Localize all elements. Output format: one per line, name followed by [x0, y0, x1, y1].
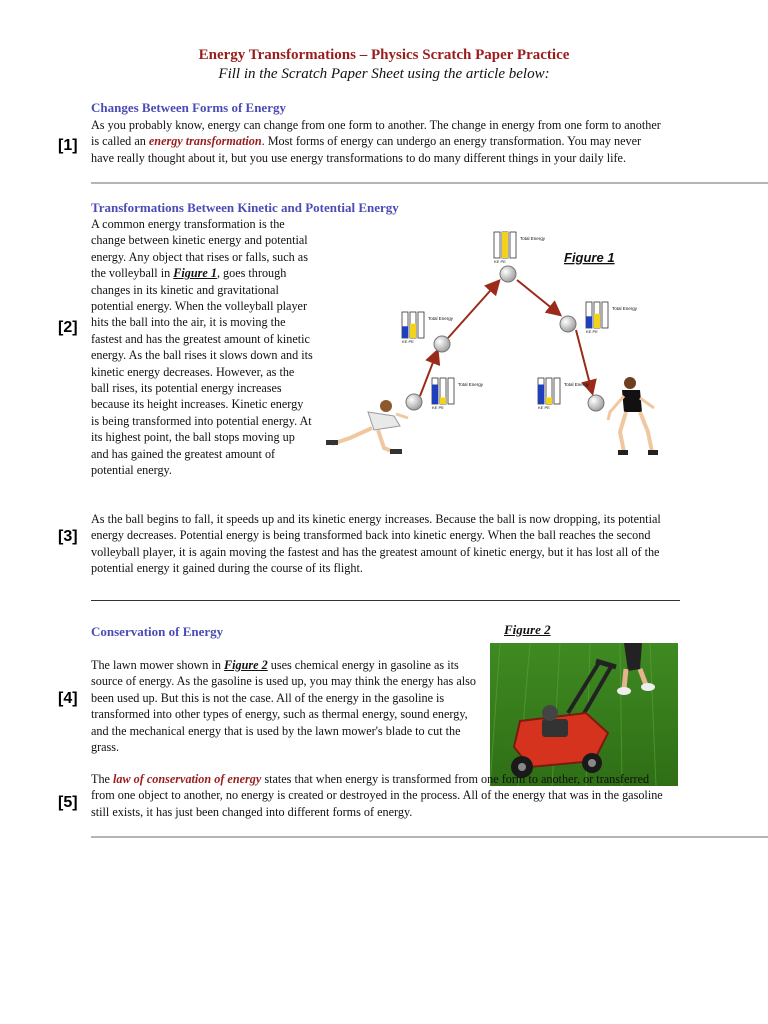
ke-bar-frame — [494, 232, 500, 258]
page-title: Energy Transformations – Physics Scratch Paper Practice — [198, 47, 570, 63]
ke-bar — [432, 385, 438, 405]
ke-pe-label: KE PE — [494, 259, 506, 264]
volleyball-icon — [406, 394, 422, 410]
pe-bar — [546, 398, 552, 405]
paragraph-3: As the ball begins to fall, it speeds up and its kinetic energy increases. Because the ball is now dropping, its potential energy decreases. Potential energy is being transformed back into kinetic energy. When the ball reaches the second volleyball player, it is again moving the fastest and has the greatest amount of kinetic energy, but it has lost all of the potential energy it gained during the course of its flight. — [91, 512, 661, 576]
total-energy-label: Total Energy — [520, 236, 546, 241]
pe-bar — [502, 232, 508, 258]
pe-bar — [594, 314, 600, 328]
figure-1-volleyball-diagram — [324, 226, 678, 458]
figure-2-lawn-mower-image — [490, 643, 678, 786]
section-heading-kinetic-potential: Transformations Between Kinetic and Potential Energy — [91, 200, 399, 215]
paragraph-5: The law of conservation of energy states that when energy is transformed from one form to another, or transferred from one object to another, no energy is created or destroyed in the process. All of the energy that was in the gasoline still exists, it has just been changed into different forms of energy. — [91, 772, 663, 819]
total-bar-frame — [510, 232, 516, 258]
total-energy-label: Total Energy — [458, 382, 484, 387]
section-heading-forms-of-energy: Changes Between Forms of Energy — [91, 100, 286, 115]
divider — [91, 182, 768, 184]
volleyball-icon — [560, 316, 576, 332]
paragraph-1: As you probably know, energy can change from one form to another. The change in energy from one form to another is called an energy transformation. Most forms of energy can undergo an energy transformation. You may never have really thought about it, but you use energy transformations to do many different things in your daily life. — [91, 118, 661, 165]
volleyball-icon — [434, 336, 450, 352]
paragraph-4: The lawn mower shown in Figure 2 uses chemical energy in gasoline as its source of energy. As the gasoline is used up, you may think the energy has also been used up. But this is not the case. All of the energy in the gasoline is transformed into other types of energy, such as thermal energy, sound energy, and the mechanical energy that is used by the lawn mower's blade to cut the grass. — [91, 658, 476, 755]
ke-bar — [402, 326, 408, 338]
total-bar-frame — [554, 378, 560, 404]
section-heading-conservation: Conservation of Energy — [91, 624, 224, 639]
ke-pe-label: KE PE — [432, 405, 444, 410]
ke-pe-label: KE PE — [402, 339, 414, 344]
pe-bar — [440, 398, 446, 405]
divider — [91, 836, 768, 838]
figure-2-reference: Figure 2 — [224, 658, 268, 672]
marker-4: [4] — [58, 690, 78, 707]
marker-1: [1] — [58, 137, 78, 154]
ke-bar — [538, 385, 544, 405]
page-subtitle: Fill in the Scratch Paper Sheet using the article below: — [218, 66, 550, 82]
ke-bar — [586, 316, 592, 328]
total-bar-frame — [418, 312, 424, 338]
total-energy-label: Total Energy — [428, 316, 454, 321]
volleyball-icon — [500, 266, 516, 282]
total-bar-frame — [448, 378, 454, 404]
figure-2-label: Figure 2 — [504, 622, 551, 637]
marker-5: [5] — [58, 794, 78, 811]
marker-2: [2] — [58, 319, 78, 336]
divider — [91, 600, 680, 601]
total-energy-label: Total Energy — [612, 306, 638, 311]
ke-pe-label: KE PE — [538, 405, 550, 410]
marker-3: [3] — [58, 528, 78, 545]
paragraph-2: A common energy transformation is the change between kinetic energy and potential energy. Any object that rises or falls, such as the volleyball in Figure 1, goes through changes in its kinetic and gravitational potential energy. When the volleyball player hits the ball into the air, it is moving the fastest and has the greatest amount of kinetic energy. As the ball rises it slows down and its kinetic energy decreases. However, as the ball rises, its potential energy increases because its height increases. Kinetic energy is being transformed into potential energy. At its highest point, the ball stops moving up and has gained the greatest amount of potential energy. — [91, 217, 313, 478]
term-energy-transformation: energy transformation — [148, 134, 262, 149]
total-energy-label: Total Energy — [564, 382, 590, 387]
figure-1-label: Figure 1 — [564, 250, 615, 265]
figure-1-reference: Figure 1 — [173, 266, 217, 281]
pe-bar — [410, 324, 416, 338]
ke-pe-label: KE PE — [586, 329, 598, 334]
total-bar-frame — [602, 302, 608, 328]
volleyball-icon — [588, 395, 604, 411]
term-law-of-conservation: law of conservation of energy — [113, 772, 262, 786]
